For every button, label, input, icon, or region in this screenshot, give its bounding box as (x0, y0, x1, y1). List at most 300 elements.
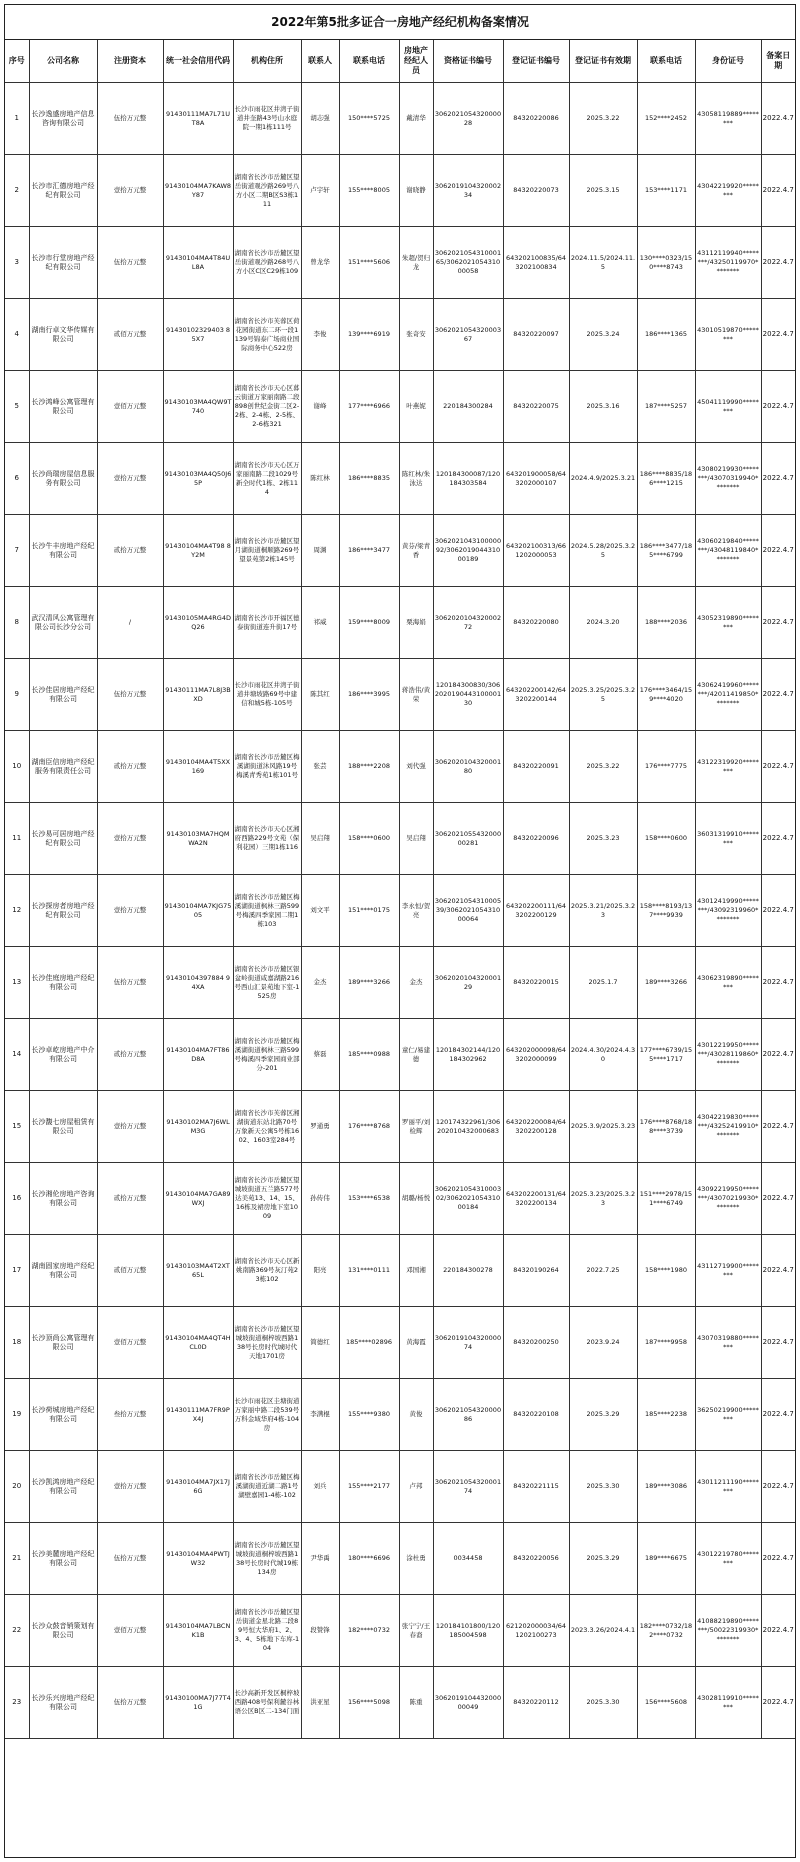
cell-row-number: 8 (5, 587, 29, 659)
cell-qualification-cert-no: 306202104310000092/306201904431000189 (433, 515, 503, 587)
cell-credit-code: 91430104MA7GA89WXJ (163, 1163, 233, 1235)
cell-id-number: 43070319880******** (695, 1307, 761, 1379)
table-row (5, 875, 795, 947)
cell-agent-names: 吴启翔 (399, 803, 433, 875)
cell-filing-date: 2022.4.7 (761, 1379, 795, 1451)
cell-cert-validity: 2024.3.20 (569, 587, 637, 659)
cell-id-number: 43122319920******** (695, 731, 761, 803)
cell-registration-cert-no: 643202200084/643202200128 (503, 1091, 569, 1163)
cell-credit-code: 91430103MA4QW9T740 (163, 371, 233, 443)
cell-agent-names: 胡璐/杨悦 (399, 1163, 433, 1235)
cell-registration-cert-no: 84320220056 (503, 1523, 569, 1595)
cell-filing-date: 2022.4.7 (761, 515, 795, 587)
cell-registration-cert-no: 84320220097 (503, 299, 569, 371)
cell-id-number: 43010519870******** (695, 299, 761, 371)
cell-credit-code: 91430104MA7FT86D8A (163, 1019, 233, 1091)
column-header: 统一社会信用代码 (163, 40, 233, 83)
cell-company-name: 长沙佳居房地产经纪有限公司 (29, 659, 97, 731)
cell-cert-validity: 2025.3.29 (569, 1379, 637, 1451)
cell-company-name: 长沙逸盛房地产信息咨询有限公司 (29, 83, 97, 155)
column-header: 序号 (5, 40, 29, 83)
cell-contact-phone: 185****0988 (339, 1019, 399, 1091)
cell-credit-code: 91430104MA7KJG7505 (163, 875, 233, 947)
cell-agent-names: 邓国湘 (399, 1235, 433, 1307)
cell-contact-phone: 155****8005 (339, 155, 399, 227)
cell-contact-person: 段赞锋 (301, 1595, 339, 1667)
column-header: 登记证书编号 (503, 40, 569, 83)
cell-address: 湖南省长沙市岳麓区梅溪湖街道近湖二路1号湖壁嘉园1-4栋-102 (233, 1451, 301, 1523)
cell-registered-capital: 伍拾万元整 (97, 83, 163, 155)
cell-address: 湖南省长沙市岳麓区望岳街道金星北路二段89号恒大华府1、2、3、4、5栋地下车库-104 (233, 1595, 301, 1667)
cell-id-number: 43012219780******** (695, 1523, 761, 1595)
table-row (5, 1667, 795, 1739)
cell-registered-capital: 贰拾万元整 (97, 515, 163, 587)
table-row (5, 803, 795, 875)
cell-filing-date: 2022.4.7 (761, 1595, 795, 1667)
cell-qualification-cert-no: 306201910443200000049 (433, 1667, 503, 1739)
cell-row-number: 11 (5, 803, 29, 875)
table-row (5, 1163, 795, 1235)
table-row (5, 1451, 795, 1523)
cell-company-name: 长沙佳庭房地产经纪有限公司 (29, 947, 97, 1019)
cell-cert-validity: 2024.5.28/2025.3.25 (569, 515, 637, 587)
cell-id-number: 43012419990********/43092319960******** (695, 875, 761, 947)
cell-id-number: 41088219890********/50022319930******** (695, 1595, 761, 1667)
cell-filing-date: 2022.4.7 (761, 1163, 795, 1235)
cell-qualification-cert-no: 306202010432000272 (433, 587, 503, 659)
cell-filing-date: 2022.4.7 (761, 1235, 795, 1307)
table-row (5, 1595, 795, 1667)
cell-cert-validity: 2023.9.24 (569, 1307, 637, 1379)
cell-agent-phone: 176****8768/188****3739 (637, 1091, 695, 1163)
cell-contact-phone: 159****8009 (339, 587, 399, 659)
cell-cert-validity: 2025.1.7 (569, 947, 637, 1019)
column-header: 公司名称 (29, 40, 97, 83)
cell-qualification-cert-no: 306202105431000165/306202105431000058 (433, 227, 503, 299)
cell-agent-names: 叶燕妮 (399, 371, 433, 443)
column-header: 房地产经纪人员 (399, 40, 433, 83)
cell-contact-person: 张芸 (301, 731, 339, 803)
cell-agent-names: 金杰 (399, 947, 433, 1019)
cell-qualification-cert-no: 306202105543200000281 (433, 803, 503, 875)
cell-contact-person: 洪亚星 (301, 1667, 339, 1739)
cell-row-number: 20 (5, 1451, 29, 1523)
cell-contact-person: 胡志强 (301, 83, 339, 155)
table-row (5, 1307, 795, 1379)
cell-contact-phone: 155****9380 (339, 1379, 399, 1451)
table-row (5, 443, 795, 515)
cell-agent-phone: 176****3464/159****4020 (637, 659, 695, 731)
cell-cert-validity: 2023.3.26/2024.4.1 (569, 1595, 637, 1667)
cell-agent-names: 谢晓静 (399, 155, 433, 227)
cell-credit-code: 91430100MA7J77T41G (163, 1667, 233, 1739)
cell-agent-names: 戴清华 (399, 83, 433, 155)
cell-contact-phone: 182****0732 (339, 1595, 399, 1667)
cell-agent-phone: 187****9958 (637, 1307, 695, 1379)
cell-contact-person: 罗通勇 (301, 1091, 339, 1163)
cell-registration-cert-no: 84320220015 (503, 947, 569, 1019)
cell-address: 湖南省长沙市芙蓉区荷花园街道东二环一段1139号锦泰广场商业国际商务中心522房 (233, 299, 301, 371)
cell-contact-phone: 186****8835 (339, 443, 399, 515)
cell-registered-capital: 伍拾万元整 (97, 227, 163, 299)
cell-filing-date: 2022.4.7 (761, 659, 795, 731)
cell-contact-phone: 151****0175 (339, 875, 399, 947)
table-row (5, 947, 795, 1019)
cell-registered-capital: 壹拾万元整 (97, 155, 163, 227)
cell-contact-person: 阳亮 (301, 1235, 339, 1307)
cell-filing-date: 2022.4.7 (761, 875, 795, 947)
cell-registered-capital: 壹佰万元整 (97, 1595, 163, 1667)
cell-contact-phone: 180****6696 (339, 1523, 399, 1595)
cell-agent-names: 朱超/贺归龙 (399, 227, 433, 299)
cell-registration-cert-no: 643202100313/661202000053 (503, 515, 569, 587)
table-row (5, 1235, 795, 1307)
cell-filing-date: 2022.4.7 (761, 1091, 795, 1163)
cell-id-number: 43042219920******** (695, 155, 761, 227)
cell-registered-capital: 壹拾万元整 (97, 803, 163, 875)
cell-agent-phone: 186****3477/185****6799 (637, 515, 695, 587)
cell-qualification-cert-no: 0034458 (433, 1523, 503, 1595)
cell-address: 湖南省长沙市天心区万家丽南路二段1029号新全时代1栋、2栋114 (233, 443, 301, 515)
cell-row-number: 15 (5, 1091, 29, 1163)
table-row (5, 371, 795, 443)
cell-company-name: 长沙市行堂房地产经纪有限公司 (29, 227, 97, 299)
cell-registered-capital: 贰佰万元整 (97, 1235, 163, 1307)
cell-address: 湖南省长沙市天心区新姚南路369号灰汀苑23栋102 (233, 1235, 301, 1307)
cell-cert-validity: 2025.3.30 (569, 1451, 637, 1523)
cell-id-number: 43062319890******** (695, 947, 761, 1019)
cell-filing-date: 2022.4.7 (761, 443, 795, 515)
cell-contact-phone: 131****0111 (339, 1235, 399, 1307)
cell-registration-cert-no: 84320220075 (503, 371, 569, 443)
cell-company-name: 湖南行卓文华传媒有限公司 (29, 299, 97, 371)
cell-company-name: 长沙馥七房屋租赁有限公司 (29, 1091, 97, 1163)
cell-registration-cert-no: 84320200250 (503, 1307, 569, 1379)
cell-agent-names: 陈红林/朱泳达 (399, 443, 433, 515)
cell-cert-validity: 2025.3.9/2025.3.23 (569, 1091, 637, 1163)
cell-cert-validity: 2025.3.16 (569, 371, 637, 443)
cell-cert-validity: 2024.4.9/2025.3.21 (569, 443, 637, 515)
cell-agent-names: 刘代强 (399, 731, 433, 803)
cell-qualification-cert-no: 306202105431000539/306202105431000064 (433, 875, 503, 947)
cell-cert-validity: 2025.3.22 (569, 83, 637, 155)
cell-address: 长沙市雨花区井湾子街道井塘坡路69号中建信和城5栋-105号 (233, 659, 301, 731)
cell-agent-phone: 153****1171 (637, 155, 695, 227)
column-header: 机构住所 (233, 40, 301, 83)
cell-contact-phone: 150****5725 (339, 83, 399, 155)
cell-contact-person: 吴启翔 (301, 803, 339, 875)
table-row (5, 515, 795, 587)
cell-credit-code: 91430104MA4PWTJW32 (163, 1523, 233, 1595)
cell-row-number: 12 (5, 875, 29, 947)
table-row (5, 1019, 795, 1091)
cell-qualification-cert-no: 220184300278 (433, 1235, 503, 1307)
cell-id-number: 43012219950********/43028119860******** (695, 1019, 761, 1091)
cell-credit-code: 91430104MA7JX17J6G (163, 1451, 233, 1523)
cell-agent-phone: 158****0600 (637, 803, 695, 875)
cell-cert-validity: 2025.3.15 (569, 155, 637, 227)
cell-cert-validity: 2025.3.22 (569, 731, 637, 803)
cell-credit-code: 91430111MA7FR9PX4J (163, 1379, 233, 1451)
column-header: 注册资本 (97, 40, 163, 83)
cell-registered-capital: 壹拾万元整 (97, 443, 163, 515)
cell-agent-phone: 151****2978/151****6749 (637, 1163, 695, 1235)
cell-row-number: 19 (5, 1379, 29, 1451)
table-row (5, 1523, 795, 1595)
cell-cert-validity: 2024.11.5/2024.11.5 (569, 227, 637, 299)
cell-credit-code: 91430103MA7HQMWA2N (163, 803, 233, 875)
cell-qualification-cert-no: 120184302144/120184302962 (433, 1019, 503, 1091)
cell-company-name: 长沙牛丰房地产经纪有限公司 (29, 515, 97, 587)
cell-company-name: 长沙美麓房地产经纪有限公司 (29, 1523, 97, 1595)
cell-contact-person: 谢峰 (301, 371, 339, 443)
cell-id-number: 43092219950********/43070219930******** (695, 1163, 761, 1235)
cell-qualification-cert-no: 120174322961/306202010432000683 (433, 1091, 503, 1163)
cell-qualification-cert-no: 220184300284 (433, 371, 503, 443)
cell-id-number: 43042219830********/43252419910******** (695, 1091, 761, 1163)
cell-contact-person: 金杰 (301, 947, 339, 1019)
cell-registration-cert-no: 84320190264 (503, 1235, 569, 1307)
cell-registered-capital: 壹拾万元整 (97, 1451, 163, 1523)
cell-registered-capital: 伍拾万元整 (97, 947, 163, 1019)
cell-address: 长沙高新开发区桐梓坡西路408号保利麓谷林语公区B区二-134门面 (233, 1667, 301, 1739)
cell-id-number: 43011211190******** (695, 1451, 761, 1523)
table-row (5, 227, 795, 299)
cell-row-number: 9 (5, 659, 29, 731)
cell-row-number: 4 (5, 299, 29, 371)
table-row (5, 587, 795, 659)
cell-agent-names: 黄俊 (399, 1379, 433, 1451)
cell-company-name: 长沙市汇德房地产经纪有限公司 (29, 155, 97, 227)
cell-cert-validity: 2025.3.29 (569, 1523, 637, 1595)
cell-contact-person: 陈红林 (301, 443, 339, 515)
cell-registered-capital: 壹拾万元整 (97, 875, 163, 947)
cell-registered-capital: / (97, 587, 163, 659)
cell-agent-names: 童仁/易建德 (399, 1019, 433, 1091)
cell-agent-names: 黄芬/梁青香 (399, 515, 433, 587)
cell-qualification-cert-no: 306202010432000180 (433, 731, 503, 803)
column-header: 身份证号 (695, 40, 761, 83)
cell-registration-cert-no: 84320220112 (503, 1667, 569, 1739)
cell-filing-date: 2022.4.7 (761, 803, 795, 875)
cell-agent-names: 黄海霞 (399, 1307, 433, 1379)
cell-filing-date: 2022.4.7 (761, 1451, 795, 1523)
cell-row-number: 13 (5, 947, 29, 1019)
cell-cert-validity: 2025.3.25/2025.3.25 (569, 659, 637, 731)
cell-company-name: 长沙众鼓音销策划有限公司 (29, 1595, 97, 1667)
cell-row-number: 16 (5, 1163, 29, 1235)
cell-filing-date: 2022.4.7 (761, 371, 795, 443)
cell-agent-phone: 185****2238 (637, 1379, 695, 1451)
cell-agent-names: 罗丽平/刘检辉 (399, 1091, 433, 1163)
cell-credit-code: 91430103MA4T2XT65L (163, 1235, 233, 1307)
cell-registration-cert-no: 84320220080 (503, 587, 569, 659)
cell-registered-capital: 贰拾万元整 (97, 1163, 163, 1235)
cell-address: 湖南省长沙市天心区湘府西路229号文苑（保利花园）三期1栋116 (233, 803, 301, 875)
table-row (5, 731, 795, 803)
cell-address: 湖南省长沙市岳麓区望岳街道观沙路268号八方小区C区C29栋109 (233, 227, 301, 299)
column-header: 联系人 (301, 40, 339, 83)
cell-registration-cert-no: 84320220086 (503, 83, 569, 155)
cell-registered-capital: 贰佰万元整 (97, 299, 163, 371)
cell-registered-capital: 贰拾万元整 (97, 731, 163, 803)
cell-credit-code: 91430103MA4Q50J65P (163, 443, 233, 515)
cell-contact-person: 祁威 (301, 587, 339, 659)
cell-contact-phone: 155****2177 (339, 1451, 399, 1523)
cell-row-number: 1 (5, 83, 29, 155)
cell-contact-person: 孙传伟 (301, 1163, 339, 1235)
cell-contact-person: 陈其红 (301, 659, 339, 731)
cell-registration-cert-no: 84320220096 (503, 803, 569, 875)
cell-agent-names: 栗海娟 (399, 587, 433, 659)
filing-table (5, 40, 795, 1739)
table-row (5, 155, 795, 227)
cell-registration-cert-no: 84320220108 (503, 1379, 569, 1451)
cell-registration-cert-no: 84320220073 (503, 155, 569, 227)
cell-cert-validity: 2025.3.30 (569, 1667, 637, 1739)
cell-agent-phone: 152****2452 (637, 83, 695, 155)
cell-contact-phone: 158****0600 (339, 803, 399, 875)
cell-registration-cert-no: 643202200131/643202200134 (503, 1163, 569, 1235)
cell-company-name: 长沙乐兴房地产经纪有限公司 (29, 1667, 97, 1739)
cell-registration-cert-no: 643201900058/643202000107 (503, 443, 569, 515)
cell-agent-phone: 182****0732/182****0732 (637, 1595, 695, 1667)
cell-agent-phone: 188****2036 (637, 587, 695, 659)
cell-company-name: 武汉清风公寓管理有限公司长沙分公司 (29, 587, 97, 659)
cell-row-number: 5 (5, 371, 29, 443)
cell-agent-names: 陈重 (399, 1667, 433, 1739)
cell-address: 湖南省长沙市岳麓区银盆岭街道咸嘉湖路216号西山汇景苑地下室-1525房 (233, 947, 301, 1019)
cell-address: 湖南省长沙市岳麓区望城坡街道五兰路577号达美苑13、14、15、16栋及裙房地下室1009 (233, 1163, 301, 1235)
cell-filing-date: 2022.4.7 (761, 587, 795, 659)
cell-row-number: 7 (5, 515, 29, 587)
cell-company-name: 湖南固家房地产经纪有限公司 (29, 1235, 97, 1307)
cell-registered-capital: 伍拾万元整 (97, 1667, 163, 1739)
cell-agent-phone: 177****6739/155****1717 (637, 1019, 695, 1091)
cell-company-name: 长沙易可居房地产经纪有限公司 (29, 803, 97, 875)
cell-agent-phone: 176****7775 (637, 731, 695, 803)
cell-agent-phone: 189****6675 (637, 1523, 695, 1595)
cell-row-number: 10 (5, 731, 29, 803)
cell-contact-phone: 189****3266 (339, 947, 399, 1019)
cell-qualification-cert-no: 306202105432000174 (433, 1451, 503, 1523)
cell-cert-validity: 2025.3.21/2025.3.23 (569, 875, 637, 947)
cell-company-name: 长沙荷城房地产经纪有限公司 (29, 1379, 97, 1451)
table-row (5, 1091, 795, 1163)
cell-registered-capital: 壹拾万元整 (97, 1091, 163, 1163)
cell-id-number: 43028119910******** (695, 1667, 761, 1739)
cell-credit-code: 91430111MA7L71UT8A (163, 83, 233, 155)
cell-filing-date: 2022.4.7 (761, 1019, 795, 1091)
cell-contact-phone: 176****8768 (339, 1091, 399, 1163)
cell-filing-date: 2022.4.7 (761, 83, 795, 155)
cell-registered-capital: 伍拾万元整 (97, 659, 163, 731)
cell-registered-capital: 壹佰万元整 (97, 371, 163, 443)
cell-filing-date: 2022.4.7 (761, 155, 795, 227)
cell-agent-names: 涂杜勇 (399, 1523, 433, 1595)
cell-credit-code: 91430104MA4T5XX169 (163, 731, 233, 803)
cell-company-name: 长沙凯鸿房地产经纪有限公司 (29, 1451, 97, 1523)
cell-address: 长沙市雨花区圭塘街道万家丽中路二段539号万科金域华府4栋-104房 (233, 1379, 301, 1451)
cell-credit-code: 91430111MA7L8J3BXD (163, 659, 233, 731)
cell-filing-date: 2022.4.7 (761, 227, 795, 299)
cell-address: 湖南省长沙市岳麓区望城坡街道桐梓坡西路138号长房时代城19栋134房 (233, 1523, 301, 1595)
cell-id-number: 43112719900******** (695, 1235, 761, 1307)
column-header: 资格证书编号 (433, 40, 503, 83)
cell-filing-date: 2022.4.7 (761, 1523, 795, 1595)
cell-address: 湖南省长沙市岳麓区望岳街道观沙路269号八方小区二期B区S3栋111 (233, 155, 301, 227)
cell-row-number: 17 (5, 1235, 29, 1307)
table-row (5, 299, 795, 371)
cell-contact-person: 李满棍 (301, 1379, 339, 1451)
cell-filing-date: 2022.4.7 (761, 1307, 795, 1379)
cell-id-number: 43080219930********/43070319940******** (695, 443, 761, 515)
table-header-row (5, 40, 795, 83)
cell-id-number: 43112119940********/43250119970******** (695, 227, 761, 299)
cell-company-name: 长沙顶尚公寓管理有限公司 (29, 1307, 97, 1379)
cell-registered-capital: 贰拾万元整 (97, 1019, 163, 1091)
cell-qualification-cert-no: 306201910432000234 (433, 155, 503, 227)
cell-address: 长沙市雨花区井湾子街道井奎路43号山水庭院一期1栋111号 (233, 83, 301, 155)
cell-company-name: 长沙湘伦房地产咨询有限公司 (29, 1163, 97, 1235)
cell-contact-phone: 188****2208 (339, 731, 399, 803)
cell-agent-names: 卢邦 (399, 1451, 433, 1523)
cell-address: 湖南省长沙市天心区暮云街道万家丽南路二段898创世纪金街二区2-2栋、2-4栋、2-5栋、2-6栋321 (233, 371, 301, 443)
cell-contact-phone: 156****5098 (339, 1667, 399, 1739)
cell-agent-phone: 189****3266 (637, 947, 695, 1019)
cell-qualification-cert-no: 306202010432000129 (433, 947, 503, 1019)
cell-company-name: 长沙探房者房地产经纪有限公司 (29, 875, 97, 947)
document-page (4, 4, 796, 1858)
cell-filing-date: 2022.4.7 (761, 947, 795, 1019)
cell-registered-capital: 伍拾万元整 (97, 1523, 163, 1595)
cell-address: 湖南省长沙市岳麓区梅溪湖街道枫林三路599号梅溪四季家园商业部分-201 (233, 1019, 301, 1091)
cell-cert-validity: 2025.3.23/2025.3.23 (569, 1163, 637, 1235)
table-row (5, 83, 795, 155)
cell-agent-phone: 158****1980 (637, 1235, 695, 1307)
cell-filing-date: 2022.4.7 (761, 299, 795, 371)
cell-row-number: 6 (5, 443, 29, 515)
cell-address: 湖南省长沙市芙蓉区湘湖街道东站北路70号万象新天公寓5号栋1602、1603室284号 (233, 1091, 301, 1163)
cell-contact-person: 卢宇轩 (301, 155, 339, 227)
cell-contact-person: 李俊 (301, 299, 339, 371)
cell-address: 湖南省长沙市岳麓区望月湖街道桐顺路269号望景苑第2栋145号 (233, 515, 301, 587)
cell-agent-names: 张奇安 (399, 299, 433, 371)
cell-contact-person: 蔡磊 (301, 1019, 339, 1091)
cell-row-number: 22 (5, 1595, 29, 1667)
cell-credit-code: 91430102329403 85X7 (163, 299, 233, 371)
cell-filing-date: 2022.4.7 (761, 731, 795, 803)
cell-id-number: 43052319890******** (695, 587, 761, 659)
cell-company-name: 长沙尚瑞房屋信息服务有限公司 (29, 443, 97, 515)
cell-cert-validity: 2025.3.24 (569, 299, 637, 371)
cell-id-number: 36250219900******** (695, 1379, 761, 1451)
cell-credit-code: 91430104MA4T98 8Y2M (163, 515, 233, 587)
cell-row-number: 23 (5, 1667, 29, 1739)
cell-company-name: 长沙卓屹房地产中介有限公司 (29, 1019, 97, 1091)
cell-id-number: 43058119889******** (695, 83, 761, 155)
page-title: 2022年第5批多证合一房地产经纪机构备案情况 (5, 5, 795, 40)
cell-credit-code: 91430104MA4QT4HCL0D (163, 1307, 233, 1379)
cell-credit-code: 91430104397884 94XA (163, 947, 233, 1019)
cell-agent-phone: 158****8193/137****9939 (637, 875, 695, 947)
cell-agent-names: 张宁宁/王春裔 (399, 1595, 433, 1667)
cell-id-number: 36031319910******** (695, 803, 761, 875)
column-header: 联系电话 (637, 40, 695, 83)
table-row (5, 659, 795, 731)
cell-cert-validity: 2022.7.25 (569, 1235, 637, 1307)
cell-credit-code: 91430104MA7KAW8Y87 (163, 155, 233, 227)
